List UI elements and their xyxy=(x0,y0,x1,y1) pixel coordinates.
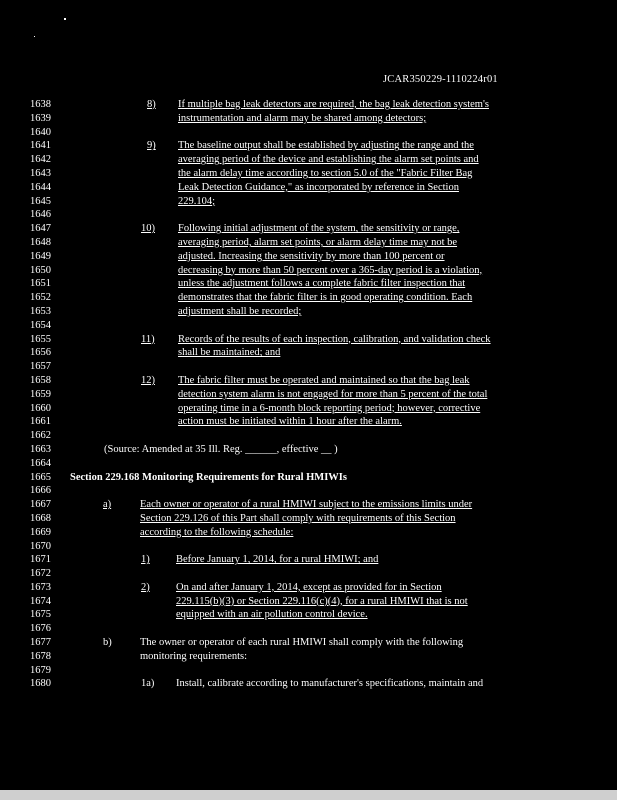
item-marker: 1a) xyxy=(141,678,155,690)
document-line xyxy=(30,471,600,485)
line-text: (Source: Amended at 35 Ill. Reg. ______, effective __ ) xyxy=(104,443,338,455)
line-text: shall be maintained; and xyxy=(178,347,281,359)
document-line xyxy=(30,167,600,181)
line-text: Leak Detection Guidance," as incorporated by reference in Section xyxy=(178,181,459,193)
line-number: 1649 xyxy=(30,250,51,262)
line-number: 1660 xyxy=(30,402,51,414)
line-text: instrumentation and alarm may be shared among detectors; xyxy=(178,112,427,124)
numbered-lines xyxy=(30,98,600,691)
document-id: JCAR350229-1110224r01 xyxy=(383,74,498,85)
scan-speck xyxy=(64,18,66,20)
line-number: 1657 xyxy=(30,361,51,373)
line-text: Install, calibrate according to manufacturer's specifications, maintain and xyxy=(176,678,484,690)
document-line xyxy=(30,595,600,609)
document-line xyxy=(30,291,600,305)
line-text: Before January 1, 2014, for a rural HMIWI; and xyxy=(176,554,379,566)
line-number: 1654 xyxy=(30,319,51,331)
line-number: 1642 xyxy=(30,154,51,166)
line-number: 1678 xyxy=(30,650,51,662)
document-line xyxy=(30,636,600,650)
line-number: 1668 xyxy=(30,512,51,524)
line-number: 1679 xyxy=(30,664,51,676)
document-line xyxy=(30,374,600,388)
document-line xyxy=(30,360,600,374)
line-number: 1656 xyxy=(30,347,51,359)
line-number: 1662 xyxy=(30,430,51,442)
document-line xyxy=(30,250,600,264)
line-text: adjustment shall be recorded; xyxy=(178,305,302,317)
document-line xyxy=(30,181,600,195)
item-marker: 1) xyxy=(141,554,150,566)
line-text: adjusted. Increasing the sensitivity by more than 100 percent or xyxy=(178,250,445,262)
document-line xyxy=(30,195,600,209)
line-text: Records of the results of each inspection, calibration, and validation check xyxy=(178,333,491,345)
scan-speck xyxy=(34,36,35,37)
line-text: Following initial adjustment of the system, the sensitivity or range, xyxy=(178,223,460,235)
document-line xyxy=(30,581,600,595)
document-line xyxy=(30,112,600,126)
document-line xyxy=(30,264,600,278)
line-text: demonstrates that the fabric filter is in good operating condition. Each xyxy=(178,292,473,304)
line-number: 1647 xyxy=(30,223,51,235)
line-number: 1646 xyxy=(30,209,51,221)
line-text: averaging period of the device and establishing the alarm set points and xyxy=(178,154,479,166)
document-line xyxy=(30,346,600,360)
item-marker: 11) xyxy=(141,333,155,345)
item-marker: a) xyxy=(103,499,112,511)
item-marker: 10) xyxy=(141,223,155,235)
document-line xyxy=(30,677,600,691)
line-number: 1648 xyxy=(30,236,51,248)
line-number: 1674 xyxy=(30,595,51,607)
item-marker: 9) xyxy=(147,140,156,152)
document-line xyxy=(30,540,600,554)
document-line xyxy=(30,305,600,319)
line-number: 1663 xyxy=(30,443,51,455)
line-number: 1640 xyxy=(30,126,51,138)
line-number: 1664 xyxy=(30,457,51,469)
line-number: 1653 xyxy=(30,305,51,317)
document-line xyxy=(30,567,600,581)
line-number: 1651 xyxy=(30,278,51,290)
document-line xyxy=(30,498,600,512)
line-text: equipped with an air pollution control device. xyxy=(176,609,368,621)
scan-bottom-edge xyxy=(0,790,617,800)
line-number: 1659 xyxy=(30,388,51,400)
document-line xyxy=(30,153,600,167)
document-line xyxy=(30,457,600,471)
line-number: 1638 xyxy=(30,99,51,110)
document-line xyxy=(30,139,600,153)
line-text: The owner or operator of each rural HMIWI shall comply with the following xyxy=(140,637,464,649)
line-number: 1671 xyxy=(30,554,51,566)
document-line xyxy=(30,236,600,250)
line-number: 1680 xyxy=(30,678,51,690)
line-text: 229.115(b)(3) or Section 229.116(c)(4), for a rural HMIWI that is not xyxy=(176,595,468,607)
line-text: averaging period, alarm set points, or alarm delay time may not be xyxy=(178,236,458,248)
line-number: 1666 xyxy=(30,485,51,497)
document-line xyxy=(30,415,600,429)
line-number: 1644 xyxy=(30,181,51,193)
line-number: 1673 xyxy=(30,581,51,593)
line-number: 1665 xyxy=(30,471,51,483)
line-number: 1643 xyxy=(30,167,51,179)
line-number: 1641 xyxy=(30,140,51,152)
line-number: 1670 xyxy=(30,540,51,552)
line-number: 1672 xyxy=(30,568,51,580)
document-line xyxy=(30,277,600,291)
line-number: 1667 xyxy=(30,499,51,511)
document-line xyxy=(30,526,600,540)
line-text: The fabric filter must be operated and maintained so that the bag leak xyxy=(178,374,470,386)
line-text: action must be initiated within 1 hour after the alarm. xyxy=(178,416,402,428)
line-text: The baseline output shall be established by adjusting the range and the xyxy=(178,140,474,152)
line-number: 1655 xyxy=(30,333,51,345)
line-text: the alarm delay time according to section 5.0 of the "Fabric Filter Bag xyxy=(178,167,473,179)
line-number: 1677 xyxy=(30,637,51,649)
document-line xyxy=(30,608,600,622)
line-number: 1658 xyxy=(30,374,51,386)
line-text: monitoring requirements: xyxy=(140,650,248,662)
line-number: 1676 xyxy=(30,623,51,635)
line-number: 1652 xyxy=(30,292,51,304)
line-text: decreasing by more than 50 percent over a 365-day period is a violation, xyxy=(178,264,483,276)
line-text: 229.104; xyxy=(178,195,216,207)
document-line xyxy=(30,388,600,402)
document-line xyxy=(30,222,600,236)
document-line xyxy=(30,664,600,678)
document-line xyxy=(30,319,600,333)
line-number: 1650 xyxy=(30,264,51,276)
document-line xyxy=(30,208,600,222)
line-text: On and after January 1, 2014, except as provided for in Section xyxy=(176,581,442,593)
document-line xyxy=(30,484,600,498)
document-line xyxy=(30,333,600,347)
document-line xyxy=(30,98,600,112)
document-line xyxy=(30,512,600,526)
line-text: according to the following schedule: xyxy=(140,526,294,538)
line-text: Section 229.126 of this Part shall comply with requirements of this Section xyxy=(140,512,456,524)
line-number: 1661 xyxy=(30,416,51,428)
document-line xyxy=(30,402,600,416)
line-text: Each owner or operator of a rural HMIWI subject to the emissions limits under xyxy=(140,499,473,511)
item-marker: 12) xyxy=(141,374,155,386)
document-line xyxy=(30,126,600,140)
line-text: detection system alarm is not engaged for more than 5 percent of the total xyxy=(178,388,488,400)
item-marker: 2) xyxy=(141,581,150,593)
document-line xyxy=(30,553,600,567)
line-number: 1645 xyxy=(30,195,51,207)
document-line xyxy=(30,429,600,443)
line-number: 1639 xyxy=(30,112,51,124)
section-heading: Section 229.168 Monitoring Requirements for Rural HMIWIs xyxy=(70,471,347,483)
line-text: unless the adjustment follows a complete fabric filter inspection that xyxy=(178,278,466,290)
document-line xyxy=(30,622,600,636)
line-text: If multiple bag leak detectors are required, the bag leak detection system's xyxy=(178,99,489,110)
document-line xyxy=(30,650,600,664)
document-line xyxy=(30,443,600,457)
item-marker: 8) xyxy=(147,99,156,110)
line-text: operating time in a 6-month block reporting period; however, corrective xyxy=(178,402,481,414)
line-number: 1669 xyxy=(30,526,51,538)
line-number: 1675 xyxy=(30,609,51,621)
item-marker: b) xyxy=(103,637,112,649)
